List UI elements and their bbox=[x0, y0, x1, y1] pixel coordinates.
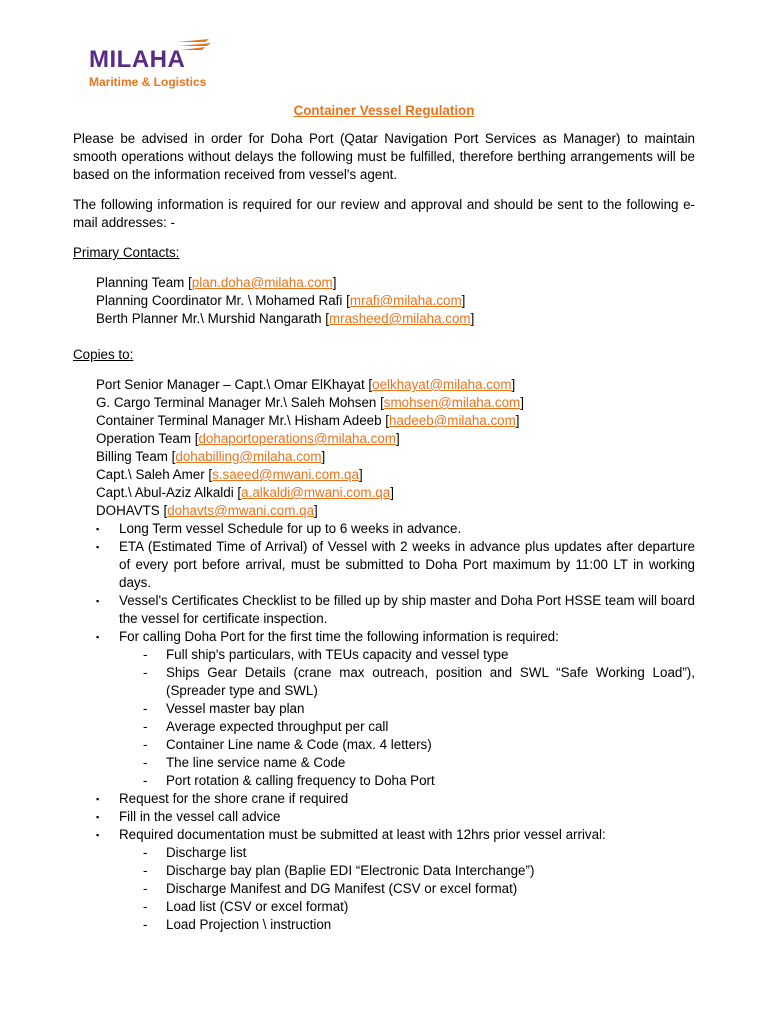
square-bullet-icon: ▪ bbox=[96, 632, 100, 642]
copies-heading: Copies to: bbox=[73, 347, 134, 362]
sub-requirement-item bbox=[73, 718, 695, 736]
requirement-item bbox=[73, 592, 695, 628]
requirement-text: Vessel's Certificates Checklist to be filled up by ship master and Doha Port HSSE team will board the vessel for certificate inspection. bbox=[119, 593, 695, 626]
sub-requirement-item bbox=[73, 646, 695, 664]
contact-line: Billing Team [dohabilling@milaha.com] bbox=[96, 449, 326, 464]
dash-marker: - bbox=[143, 737, 148, 752]
contact-line: G. Cargo Terminal Manager Mr.\ Saleh Mohsen [smohsen@milaha.com] bbox=[96, 395, 524, 410]
sub-list-container bbox=[73, 844, 695, 934]
primary-contacts-heading: Primary Contacts: bbox=[73, 245, 180, 260]
contact-email-link[interactable]: dohavts@mwani.com.qa bbox=[167, 503, 315, 518]
requirements-list bbox=[73, 520, 695, 934]
primary-contacts-list bbox=[73, 274, 695, 328]
contact-role: Port Senior Manager – Capt.\ Omar ElKhayat bbox=[96, 377, 365, 392]
requirement-text: For calling Doha Port for the first time the following information is required: bbox=[119, 629, 559, 644]
sub-requirement-text: Discharge bay plan (Baplie EDI “Electronic Data Interchange”) bbox=[166, 863, 535, 878]
sub-requirement-item bbox=[73, 844, 695, 862]
contact-line: Planning Team [plan.doha@milaha.com] bbox=[96, 275, 337, 290]
dash-marker: - bbox=[143, 719, 148, 734]
square-bullet-icon: ▪ bbox=[96, 524, 100, 534]
dash-marker: - bbox=[143, 665, 148, 680]
requirement-paragraph: The following information is required for our review and approval and should be sent to the following e-mail addresses: - bbox=[73, 197, 695, 230]
contact-email-link[interactable]: smohsen@milaha.com bbox=[383, 395, 521, 410]
sub-requirements-list bbox=[73, 844, 695, 934]
sub-requirement-text: Discharge Manifest and DG Manifest (CSV or excel format) bbox=[166, 881, 518, 896]
dash-marker: - bbox=[143, 863, 148, 878]
contact-role: Operation Team bbox=[96, 431, 192, 446]
contact-email-link[interactable]: oelkhayat@milaha.com bbox=[372, 377, 512, 392]
requirement-item bbox=[73, 538, 695, 592]
contact-line: DOHAVTS [dohavts@mwani.com.qa] bbox=[96, 503, 318, 518]
sub-list-container bbox=[73, 646, 695, 790]
sub-requirements-list bbox=[73, 646, 695, 790]
sub-requirement-text: Vessel master bay plan bbox=[166, 701, 305, 716]
logo-wordmark: MILAHA bbox=[89, 46, 186, 73]
contact-email-link[interactable]: mrafi@milaha.com bbox=[349, 293, 462, 308]
sub-requirement-item bbox=[73, 700, 695, 718]
contact-line: Capt.\ Saleh Amer [s.saeed@mwani.com.qa] bbox=[96, 467, 363, 482]
requirement-item bbox=[73, 520, 695, 538]
requirement-item bbox=[73, 826, 695, 844]
dash-marker: - bbox=[143, 917, 148, 932]
requirement-text: ETA (Estimated Time of Arrival) of Vessel with 2 weeks in advance plus updates after departure of every port before arrival, must be submitted to Doha Port maximum by 11:00 LT in working days. bbox=[119, 539, 695, 590]
contact-role: Capt.\ Saleh Amer bbox=[96, 467, 205, 482]
contact-email-link[interactable]: plan.doha@milaha.com bbox=[191, 275, 333, 290]
contact-line: Berth Planner Mr.\ Murshid Nangarath [mrasheed@milaha.com] bbox=[96, 311, 475, 326]
contact-email-link[interactable]: dohabilling@milaha.com bbox=[175, 449, 322, 464]
document-body bbox=[73, 102, 695, 934]
requirement-text: Fill in the vessel call advice bbox=[119, 809, 281, 824]
sub-requirement-text: Load list (CSV or excel format) bbox=[166, 899, 349, 914]
contact-email-link[interactable]: hadeeb@milaha.com bbox=[389, 413, 516, 428]
contact-role: Berth Planner Mr.\ Murshid Nangarath bbox=[96, 311, 322, 326]
contact-role: DOHAVTS bbox=[96, 503, 160, 518]
contact-role: Container Terminal Manager Mr.\ Hisham Adeeb bbox=[96, 413, 382, 428]
contact-line: Capt.\ Abul-Aziz Alkaldi [a.alkaldi@mwani.com.qa] bbox=[96, 485, 394, 500]
sub-requirement-text: Load Projection \ instruction bbox=[166, 917, 332, 932]
contact-role: Planning Team bbox=[96, 275, 185, 290]
square-bullet-icon: ▪ bbox=[96, 812, 100, 822]
sub-requirement-item bbox=[73, 772, 695, 790]
company-logo bbox=[89, 38, 229, 92]
sub-requirement-item bbox=[73, 916, 695, 934]
requirement-item bbox=[73, 808, 695, 826]
dash-marker: - bbox=[143, 773, 148, 788]
requirement-text: Required documentation must be submitted at least with 12hrs prior vessel arrival: bbox=[119, 827, 606, 842]
sub-requirement-item bbox=[73, 898, 695, 916]
document-title: Container Vessel Regulation bbox=[293, 103, 475, 118]
sub-requirement-item bbox=[73, 862, 695, 880]
sub-requirement-item bbox=[73, 736, 695, 754]
requirement-item bbox=[73, 790, 695, 808]
sub-requirement-text: Container Line name & Code (max. 4 letters) bbox=[166, 737, 432, 752]
contact-email-link[interactable]: dohaportoperations@milaha.com bbox=[198, 431, 396, 446]
dash-marker: - bbox=[143, 845, 148, 860]
sub-requirement-text: The line service name & Code bbox=[166, 755, 346, 770]
contact-line: Port Senior Manager – Capt.\ Omar ElKhayat [oelkhayat@milaha.com] bbox=[96, 377, 516, 392]
contact-line: Planning Coordinator Mr. \ Mohamed Rafi [mrafi@milaha.com] bbox=[96, 293, 466, 308]
sub-requirement-item bbox=[73, 754, 695, 772]
square-bullet-icon: ▪ bbox=[96, 794, 100, 804]
dash-marker: - bbox=[143, 899, 148, 914]
contact-role: Capt.\ Abul-Aziz Alkaldi bbox=[96, 485, 234, 500]
copies-list bbox=[73, 376, 695, 520]
sub-requirement-text: Average expected throughput per call bbox=[166, 719, 389, 734]
contact-role: Billing Team bbox=[96, 449, 168, 464]
sub-requirement-item bbox=[73, 880, 695, 898]
square-bullet-icon: ▪ bbox=[96, 596, 100, 606]
requirement-text: Long Term vessel Schedule for up to 6 weeks in advance. bbox=[119, 521, 462, 536]
contact-email-link[interactable]: mrasheed@milaha.com bbox=[328, 311, 471, 326]
requirement-text: Request for the shore crane if required bbox=[119, 791, 349, 806]
contact-email-link[interactable]: a.alkaldi@mwani.com.qa bbox=[241, 485, 391, 500]
dash-marker: - bbox=[143, 755, 148, 770]
requirement-item bbox=[73, 628, 695, 646]
contact-role: Planning Coordinator Mr. \ Mohamed Rafi bbox=[96, 293, 343, 308]
square-bullet-icon: ▪ bbox=[96, 542, 100, 552]
sub-requirement-text: Full ship's particulars, with TEUs capacity and vessel type bbox=[166, 647, 509, 662]
sub-requirement-item bbox=[73, 664, 695, 700]
logo-tagline: Maritime & Logistics bbox=[89, 75, 207, 89]
contact-line: Operation Team [dohaportoperations@milaha.com] bbox=[96, 431, 400, 446]
intro-paragraph: Please be advised in order for Doha Port (Qatar Navigation Port Services as Manager) to maintain smooth operations without delays the following must be fulfilled, therefore berthing arrangements will be based on the information received from vessel's agent. bbox=[73, 131, 695, 182]
sub-requirement-text: Discharge list bbox=[166, 845, 247, 860]
contact-email-link[interactable]: s.saeed@mwani.com.qa bbox=[212, 467, 359, 482]
contact-role: G. Cargo Terminal Manager Mr.\ Saleh Mohsen bbox=[96, 395, 377, 410]
dash-marker: - bbox=[143, 881, 148, 896]
contact-line: Container Terminal Manager Mr.\ Hisham Adeeb [hadeeb@milaha.com] bbox=[96, 413, 520, 428]
dash-marker: - bbox=[143, 647, 148, 662]
sub-requirement-text: Ships Gear Details (crane max outreach, position and SWL “Safe Working Load”), (Spreader type and SWL) bbox=[166, 665, 695, 698]
square-bullet-icon: ▪ bbox=[96, 830, 100, 840]
dash-marker: - bbox=[143, 701, 148, 716]
sub-requirement-text: Port rotation & calling frequency to Doha Port bbox=[166, 773, 435, 788]
